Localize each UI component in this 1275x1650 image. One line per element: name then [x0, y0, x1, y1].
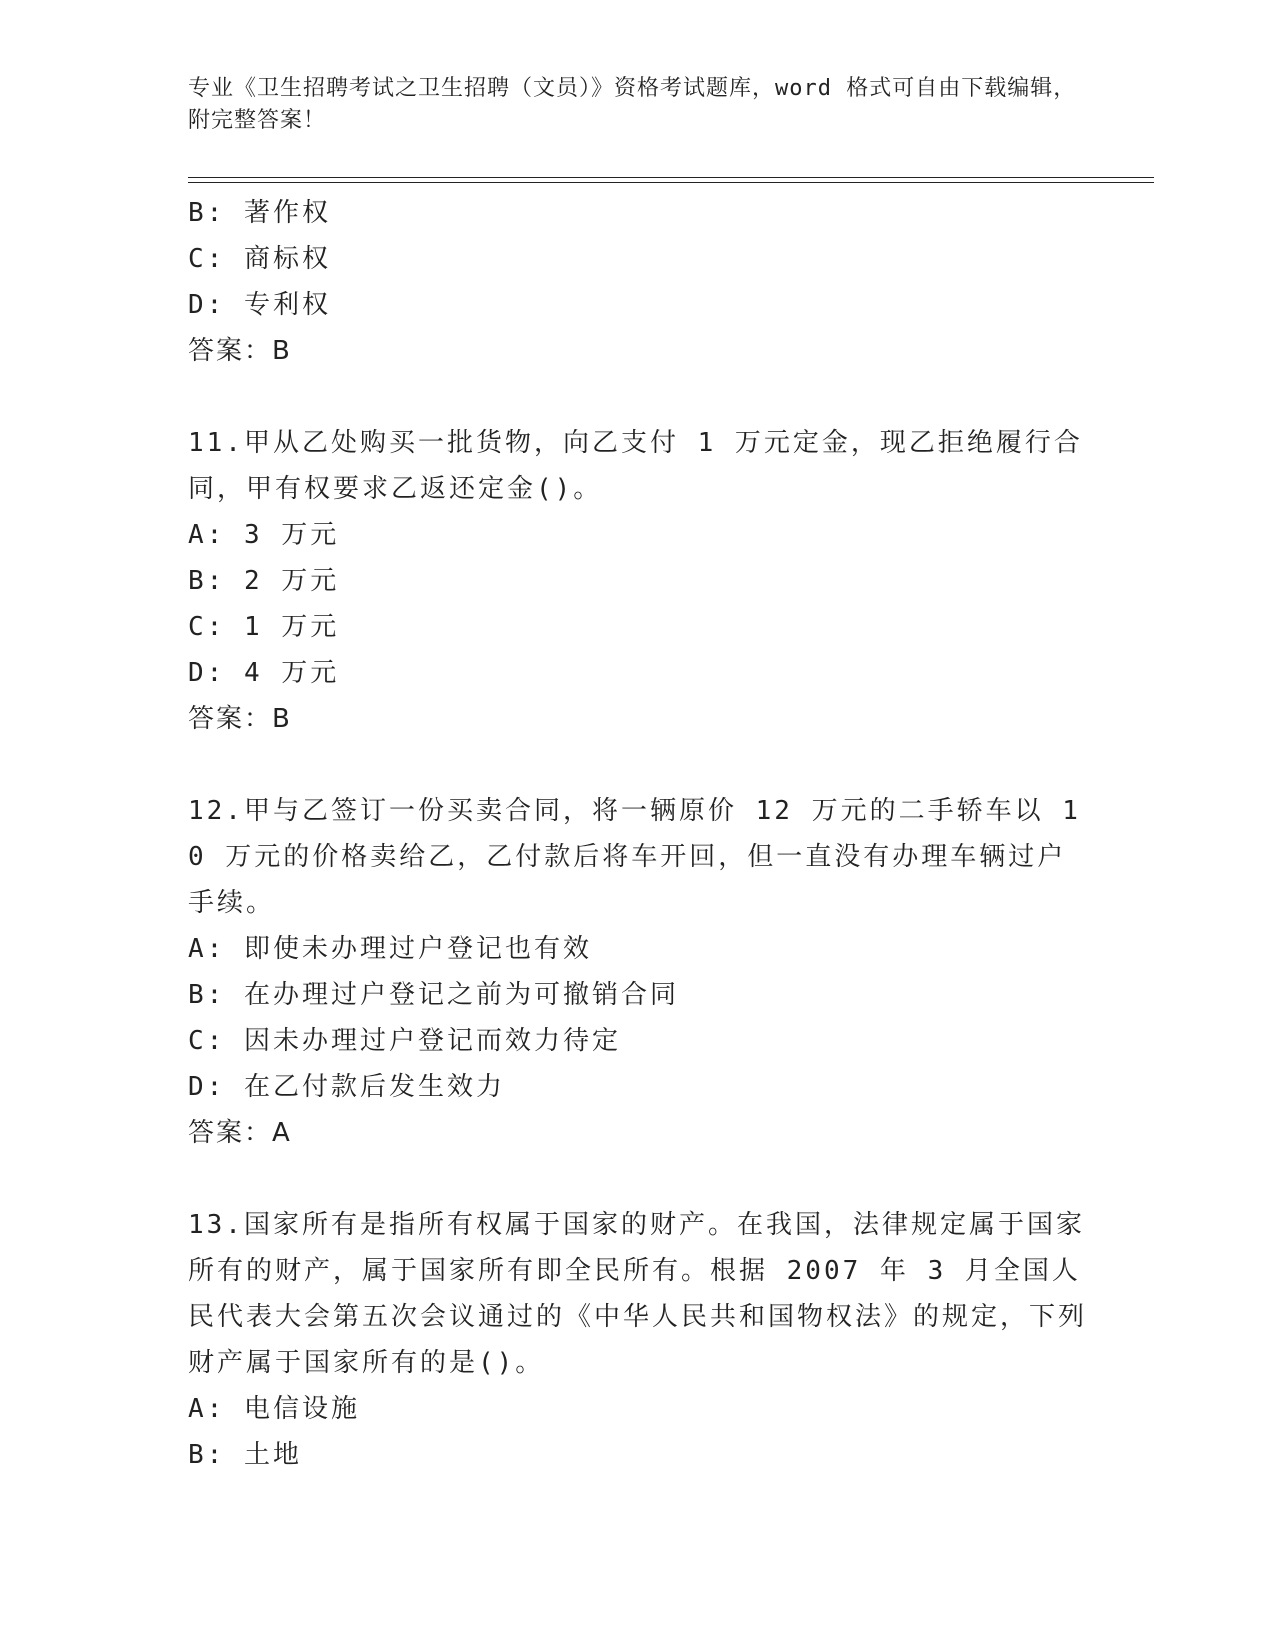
option-b: B: 在办理过户登记之前为可撤销合同	[188, 980, 679, 1010]
answer: 答案：A	[188, 1118, 292, 1148]
header-divider-bottom	[188, 182, 1154, 183]
option-c: C: 商标权	[188, 244, 331, 274]
question-text: 13.国家所有是指所有权属于国家的财产。在我国，法律规定属于国家所有的财产，属于国家所有即全民所有。根据 2007 年 3 月全国人民代表大会第五次会议通过的《中华人民共和国物权法》的规定，下列财产属于国家所有的是()。	[188, 1210, 1088, 1378]
document-header: 专业《卫生招聘考试之卫生招聘（文员）》资格考试题库，word 格式可自由下载编辑，附完整答案！	[188, 76, 1077, 133]
answer: 答案：B	[188, 704, 292, 734]
option-c: C: 1 万元	[188, 612, 340, 642]
question-10-tail	[188, 190, 1088, 374]
header-divider-top	[188, 177, 1154, 178]
option-d: D: 在乙付款后发生效力	[188, 1072, 505, 1102]
question-12	[188, 788, 1088, 1156]
answer: 答案：B	[188, 336, 292, 366]
question-list	[188, 190, 1088, 1478]
question-text: 11.甲从乙处购买一批货物，向乙支付 1 万元定金，现乙拒绝履行合同，甲有权要求乙返还定金()。	[188, 428, 1083, 504]
question-11	[188, 420, 1088, 742]
option-d: D: 专利权	[188, 290, 331, 320]
option-a: A: 电信设施	[188, 1394, 360, 1424]
option-c: C: 因未办理过户登记而效力待定	[188, 1026, 621, 1056]
question-13	[188, 1202, 1088, 1478]
option-b: B: 2 万元	[188, 566, 340, 596]
option-d: D: 4 万元	[188, 658, 340, 688]
option-a: A: 即使未办理过户登记也有效	[188, 934, 592, 964]
option-b: B: 著作权	[188, 198, 331, 228]
question-text: 12.甲与乙签订一份买卖合同，将一辆原价 12 万元的二手轿车以 10 万元的价格卖给乙，乙付款后将车开回，但一直没有办理车辆过户手续。	[188, 796, 1081, 918]
option-b: B: 土地	[188, 1440, 302, 1470]
option-a: A: 3 万元	[188, 520, 340, 550]
